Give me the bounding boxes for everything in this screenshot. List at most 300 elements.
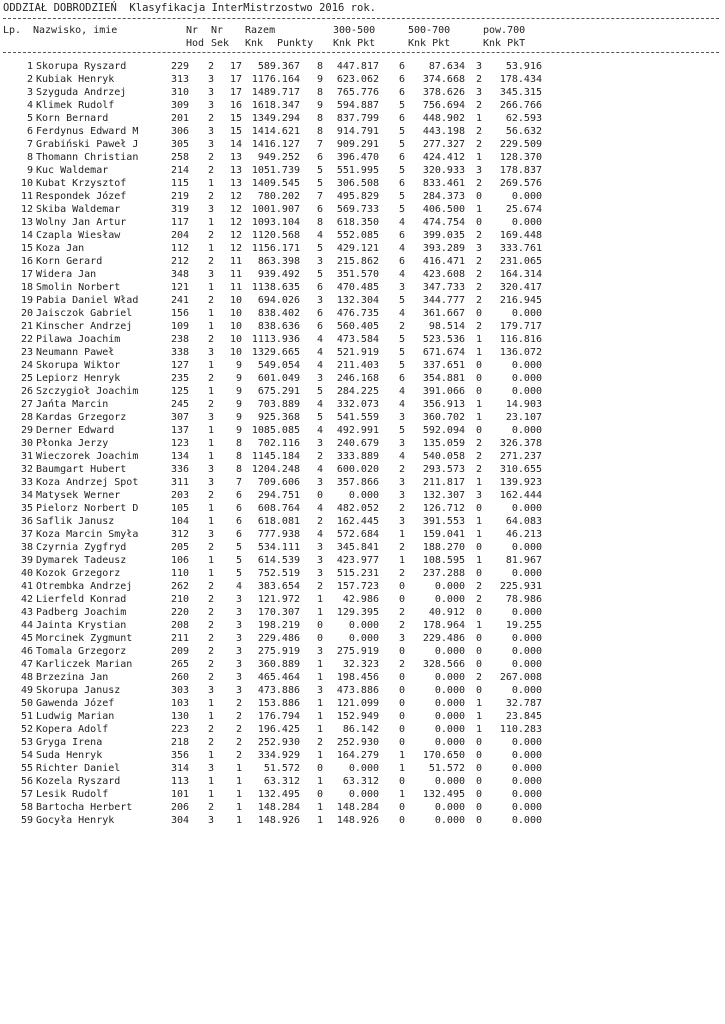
cell-nr-sek: 3: [207, 269, 214, 280]
cell-nr-sek: 2: [207, 334, 214, 345]
cell-300-500-pkt: 837.799: [336, 113, 379, 124]
table-row: [3, 359, 719, 372]
cell-500-700-pkt: 337.651: [422, 360, 465, 371]
cell-300-500-knk: 6: [316, 204, 323, 215]
cell-500-700-pkt: 277.327: [422, 139, 465, 150]
header-knk: Knk: [245, 38, 264, 49]
cell-500-700-pkt: 443.198: [422, 126, 465, 137]
cell-pow700-knk: 2: [475, 594, 482, 605]
cell-pow700-pkt: 19.255: [505, 620, 542, 631]
table-row: [3, 788, 719, 801]
cell-nr-hod: 307: [170, 412, 189, 423]
cell-500-700-knk: 3: [398, 633, 405, 644]
cell-300-500-knk: 3: [316, 477, 323, 488]
cell-pow700-pkt: 345.315: [499, 87, 542, 98]
cell-500-700-knk: 5: [398, 204, 405, 215]
cell-name: Padberg Joachim: [36, 607, 127, 618]
cell-300-500-pkt: 0.000: [348, 620, 379, 631]
cell-pow700-knk: 1: [475, 399, 482, 410]
table-row: [3, 528, 719, 541]
cell-pow700-pkt: 0.000: [511, 386, 542, 397]
cell-500-700-knk: 2: [398, 464, 405, 475]
cell-300-500-pkt: 0.000: [348, 789, 379, 800]
cell-lp: 24: [20, 360, 33, 371]
cell-name: Wolny Jan Artur: [36, 217, 127, 228]
cell-punkty: 777.938: [257, 529, 300, 540]
table-row: [3, 372, 719, 385]
cell-300-500-pkt: 396.470: [336, 152, 379, 163]
cell-pow700-knk: 2: [475, 295, 482, 306]
cell-300-500-knk: 4: [316, 399, 323, 410]
cell-pow700-pkt: 326.378: [499, 438, 542, 449]
header-lp: Lp.: [3, 25, 22, 36]
table-row: [3, 775, 719, 788]
cell-300-500-pkt: 275.919: [336, 646, 379, 657]
cell-nr-hod: 109: [170, 321, 189, 332]
cell-knk: 3: [235, 646, 242, 657]
cell-lp: 34: [20, 490, 33, 501]
cell-nr-sek: 3: [207, 74, 214, 85]
table-row: [3, 801, 719, 814]
header-razem: Razem: [245, 25, 276, 36]
cell-lp: 39: [20, 555, 33, 566]
table-row: [3, 73, 719, 86]
cell-pow700-knk: 2: [475, 438, 482, 449]
cell-500-700-pkt: 378.626: [422, 87, 465, 98]
cell-nr-sek: 1: [207, 178, 214, 189]
cell-knk: 17: [229, 87, 242, 98]
cell-pow700-knk: 0: [475, 568, 482, 579]
cell-500-700-knk: 0: [398, 594, 405, 605]
cell-knk: 8: [235, 438, 242, 449]
table-row: [3, 489, 719, 502]
cell-name: Kinscher Andrzej: [36, 321, 133, 332]
cell-500-700-knk: 5: [398, 191, 405, 202]
cell-300-500-knk: 8: [316, 126, 323, 137]
cell-knk: 15: [229, 113, 242, 124]
cell-pow700-knk: 0: [475, 750, 482, 761]
cell-pow700-pkt: 0.000: [511, 750, 542, 761]
cell-500-700-knk: 0: [398, 711, 405, 722]
cell-500-700-pkt: 284.373: [422, 191, 465, 202]
cell-pow700-knk: 0: [475, 659, 482, 670]
cell-300-500-knk: 0: [316, 789, 323, 800]
cell-nr-hod: 338: [170, 347, 189, 358]
cell-knk: 10: [229, 295, 242, 306]
cell-500-700-knk: 2: [398, 542, 405, 553]
cell-pow700-knk: 1: [475, 620, 482, 631]
cell-500-700-knk: 2: [398, 620, 405, 631]
cell-nr-hod: 205: [170, 542, 189, 553]
cell-300-500-knk: 9: [316, 100, 323, 111]
cell-punkty: 1051.739: [251, 165, 300, 176]
cell-lp: 23: [20, 347, 33, 358]
cell-punkty: 589.367: [257, 61, 300, 72]
cell-lp: 55: [20, 763, 33, 774]
cell-500-700-pkt: 523.536: [422, 334, 465, 345]
table-row: [3, 645, 719, 658]
cell-punkty: 1120.568: [251, 230, 300, 241]
cell-nr-hod: 104: [170, 516, 189, 527]
cell-500-700-pkt: 423.608: [422, 269, 465, 280]
table-row: [3, 567, 719, 580]
cell-punkty: 838.636: [257, 321, 300, 332]
cell-knk: 6: [235, 490, 242, 501]
cell-knk: 14: [229, 139, 242, 150]
cell-nr-sek: 3: [207, 763, 214, 774]
table-row: [3, 736, 719, 749]
cell-pow700-pkt: 0.000: [511, 191, 542, 202]
cell-lp: 36: [20, 516, 33, 527]
cell-lp: 50: [20, 698, 33, 709]
table-row: [3, 164, 719, 177]
cell-500-700-knk: 6: [398, 230, 405, 241]
table-row: [3, 723, 719, 736]
cell-500-700-pkt: 132.495: [422, 789, 465, 800]
cell-name: Widera Jan: [36, 269, 97, 280]
cell-500-700-pkt: 188.270: [422, 542, 465, 553]
cell-punkty: 1329.665: [251, 347, 300, 358]
cell-300-500-pkt: 447.817: [336, 61, 379, 72]
cell-knk: 2: [235, 750, 242, 761]
table-row: [3, 242, 719, 255]
cell-500-700-pkt: 424.412: [422, 152, 465, 163]
cell-punkty: 1204.248: [251, 464, 300, 475]
cell-500-700-pkt: 344.777: [422, 295, 465, 306]
cell-nr-sek: 1: [207, 360, 214, 371]
cell-punkty: 752.519: [257, 568, 300, 579]
cell-nr-sek: 1: [207, 386, 214, 397]
cell-300-500-knk: 5: [316, 386, 323, 397]
cell-punkty: 334.929: [257, 750, 300, 761]
cell-pow700-knk: 0: [475, 685, 482, 696]
cell-500-700-knk: 3: [398, 438, 405, 449]
cell-lp: 58: [20, 802, 33, 813]
cell-lp: 29: [20, 425, 33, 436]
cell-nr-hod: 130: [170, 711, 189, 722]
cell-nr-hod: 220: [170, 607, 189, 618]
cell-500-700-pkt: 0.000: [434, 581, 465, 592]
cell-pow700-pkt: 266.766: [499, 100, 542, 111]
cell-nr-sek: 3: [207, 126, 214, 137]
cell-500-700-knk: 6: [398, 256, 405, 267]
cell-lp: 25: [20, 373, 33, 384]
cell-500-700-pkt: 320.933: [422, 165, 465, 176]
cell-pow700-knk: 0: [475, 360, 482, 371]
cell-pow700-pkt: 14.903: [505, 399, 542, 410]
cell-500-700-pkt: 448.902: [422, 113, 465, 124]
cell-knk: 1: [235, 802, 242, 813]
cell-300-500-knk: 4: [316, 334, 323, 345]
cell-300-500-knk: 3: [316, 542, 323, 553]
cell-nr-hod: 134: [170, 451, 189, 462]
cell-punkty: 360.889: [257, 659, 300, 670]
cell-300-500-pkt: 211.403: [336, 360, 379, 371]
cell-name: Koza Marcin Smyła: [36, 529, 139, 540]
cell-500-700-knk: 4: [398, 308, 405, 319]
cell-500-700-knk: 0: [398, 685, 405, 696]
header-sek: Sek: [211, 38, 230, 49]
cell-pow700-knk: 3: [475, 243, 482, 254]
cell-nr-hod: 204: [170, 230, 189, 241]
cell-knk: 9: [235, 373, 242, 384]
cell-300-500-knk: 5: [316, 269, 323, 280]
cell-nr-sek: 1: [207, 568, 214, 579]
cell-lp: 45: [20, 633, 33, 644]
cell-500-700-pkt: 237.288: [422, 568, 465, 579]
cell-500-700-pkt: 0.000: [434, 737, 465, 748]
cell-lp: 41: [20, 581, 33, 592]
cell-500-700-pkt: 833.461: [422, 178, 465, 189]
table-row: [3, 710, 719, 723]
cell-nr-hod: 260: [170, 672, 189, 683]
cell-name: Dymarek Tadeusz: [36, 555, 127, 566]
cell-300-500-knk: 1: [316, 672, 323, 683]
cell-lp: 30: [20, 438, 33, 449]
cell-300-500-pkt: 623.062: [336, 74, 379, 85]
cell-pow700-knk: 2: [475, 269, 482, 280]
cell-nr-sek: 1: [207, 503, 214, 514]
cell-name: Neumann Paweł: [36, 347, 115, 358]
cell-pow700-pkt: 0.000: [511, 685, 542, 696]
cell-pow700-knk: 0: [475, 789, 482, 800]
cell-nr-hod: 123: [170, 438, 189, 449]
cell-name: Kozok Grzegorz: [36, 568, 121, 579]
cell-nr-sek: 1: [207, 776, 214, 787]
cell-300-500-knk: 9: [316, 74, 323, 85]
cell-pow700-pkt: 23.107: [505, 412, 542, 423]
cell-punkty: 601.049: [257, 373, 300, 384]
cell-pow700-pkt: 229.509: [499, 139, 542, 150]
cell-500-700-pkt: 756.694: [422, 100, 465, 111]
table-row: [3, 606, 719, 619]
cell-knk: 9: [235, 360, 242, 371]
cell-name: Ferdynus Edward M: [36, 126, 139, 137]
cell-pow700-knk: 1: [475, 529, 482, 540]
cell-pow700-pkt: 169.448: [499, 230, 542, 241]
cell-nr-hod: 336: [170, 464, 189, 475]
cell-nr-sek: 2: [207, 295, 214, 306]
cell-300-500-pkt: 215.862: [336, 256, 379, 267]
cell-lp: 49: [20, 685, 33, 696]
cell-300-500-knk: 3: [316, 373, 323, 384]
cell-punkty: 549.054: [257, 360, 300, 371]
cell-name: Pilawa Joachim: [36, 334, 121, 345]
cell-300-500-pkt: 423.977: [336, 555, 379, 566]
cell-500-700-pkt: 170.650: [422, 750, 465, 761]
cell-nr-hod: 348: [170, 269, 189, 280]
cell-knk: 5: [235, 555, 242, 566]
cell-nr-sek: 1: [207, 425, 214, 436]
cell-punkty: 383.654: [257, 581, 300, 592]
cell-500-700-knk: 4: [398, 243, 405, 254]
header-nr-hod: Nr: [186, 25, 199, 36]
cell-knk: 3: [235, 685, 242, 696]
cell-nr-hod: 309: [170, 100, 189, 111]
table-row: [3, 203, 719, 216]
cell-pow700-knk: 0: [475, 607, 482, 618]
cell-300-500-knk: 4: [316, 230, 323, 241]
cell-lp: 37: [20, 529, 33, 540]
cell-300-500-pkt: 0.000: [348, 763, 379, 774]
cell-pow700-knk: 2: [475, 126, 482, 137]
cell-300-500-knk: 5: [316, 165, 323, 176]
table-row: [3, 255, 719, 268]
cell-lp: 48: [20, 672, 33, 683]
table-row: [3, 125, 719, 138]
cell-lp: 44: [20, 620, 33, 631]
cell-500-700-knk: 2: [398, 607, 405, 618]
cell-name: Tomala Grzegorz: [36, 646, 127, 657]
cell-knk: 1: [235, 776, 242, 787]
cell-name: Kuc Waldemar: [36, 165, 109, 176]
cell-pow700-knk: 0: [475, 737, 482, 748]
cell-300-500-knk: 1: [316, 711, 323, 722]
cell-name: Klimek Rudolf: [36, 100, 115, 111]
cell-300-500-knk: 1: [316, 607, 323, 618]
cell-knk: 1: [235, 815, 242, 826]
cell-punkty: 1138.635: [251, 282, 300, 293]
cell-pow700-knk: 2: [475, 139, 482, 150]
cell-punkty: 51.572: [263, 763, 300, 774]
cell-pow700-knk: 1: [475, 152, 482, 163]
cell-punkty: 614.539: [257, 555, 300, 566]
cell-name: Koza Jan: [36, 243, 85, 254]
cell-nr-sek: 2: [207, 256, 214, 267]
cell-300-500-knk: 1: [316, 724, 323, 735]
table-row: [3, 411, 719, 424]
cell-300-500-knk: 3: [316, 295, 323, 306]
cell-500-700-pkt: 0.000: [434, 724, 465, 735]
cell-300-500-pkt: 121.099: [336, 698, 379, 709]
cell-punkty: 1349.294: [251, 113, 300, 124]
cell-lp: 14: [20, 230, 33, 241]
cell-300-500-knk: 2: [316, 516, 323, 527]
cell-500-700-pkt: 391.066: [422, 386, 465, 397]
cell-pow700-pkt: 0.000: [511, 802, 542, 813]
cell-300-500-knk: 4: [316, 360, 323, 371]
cell-lp: 46: [20, 646, 33, 657]
cell-nr-sek: 2: [207, 802, 214, 813]
cell-nr-sek: 2: [207, 113, 214, 124]
cell-name: Derner Edward: [36, 425, 115, 436]
cell-300-500-knk: 1: [316, 815, 323, 826]
cell-punkty: 170.307: [257, 607, 300, 618]
cell-knk: 16: [229, 100, 242, 111]
cell-500-700-knk: 3: [398, 516, 405, 527]
table-row: [3, 151, 719, 164]
cell-pow700-pkt: 0.000: [511, 373, 542, 384]
cell-knk: 4: [235, 581, 242, 592]
cell-500-700-knk: 5: [398, 295, 405, 306]
cell-500-700-pkt: 374.668: [422, 74, 465, 85]
table-row: [3, 99, 719, 112]
cell-nr-hod: 127: [170, 360, 189, 371]
cell-pow700-pkt: 0.000: [511, 776, 542, 787]
cell-nr-hod: 103: [170, 698, 189, 709]
cell-name: Pabia Daniel Wład: [36, 295, 139, 306]
cell-punkty: 949.252: [257, 152, 300, 163]
cell-lp: 11: [20, 191, 33, 202]
cell-pow700-pkt: 128.370: [499, 152, 542, 163]
cell-nr-sek: 2: [207, 490, 214, 501]
cell-punkty: 1113.936: [251, 334, 300, 345]
cell-pow700-knk: 1: [475, 347, 482, 358]
cell-pow700-pkt: 0.000: [511, 737, 542, 748]
cell-nr-sek: 2: [207, 724, 214, 735]
table-row: [3, 697, 719, 710]
table-row: [3, 450, 719, 463]
cell-300-500-pkt: 476.735: [336, 308, 379, 319]
cell-name: Koza Andrzej Spot: [36, 477, 139, 488]
cell-pow700-pkt: 0.000: [511, 633, 542, 644]
cell-500-700-knk: 4: [398, 269, 405, 280]
cell-300-500-knk: 8: [316, 61, 323, 72]
cell-500-700-knk: 4: [398, 451, 405, 462]
cell-300-500-knk: 0: [316, 763, 323, 774]
cell-lp: 38: [20, 542, 33, 553]
cell-500-700-pkt: 360.702: [422, 412, 465, 423]
cell-nr-sek: 1: [207, 308, 214, 319]
cell-lp: 42: [20, 594, 33, 605]
cell-300-500-pkt: 152.949: [336, 711, 379, 722]
cell-300-500-pkt: 594.887: [336, 100, 379, 111]
table-row: [3, 398, 719, 411]
cell-pow700-knk: 0: [475, 633, 482, 644]
cell-name: Skiba Waldemar: [36, 204, 121, 215]
cell-500-700-pkt: 0.000: [434, 802, 465, 813]
cell-lp: 54: [20, 750, 33, 761]
cell-pow700-knk: 1: [475, 724, 482, 735]
cell-pow700-pkt: 269.576: [499, 178, 542, 189]
cell-knk: 3: [235, 594, 242, 605]
cell-300-500-pkt: 618.350: [336, 217, 379, 228]
cell-300-500-pkt: 246.168: [336, 373, 379, 384]
cell-500-700-knk: 6: [398, 74, 405, 85]
cell-nr-hod: 125: [170, 386, 189, 397]
cell-nr-hod: 106: [170, 555, 189, 566]
cell-pow700-knk: 1: [475, 334, 482, 345]
cell-lp: 43: [20, 607, 33, 618]
cell-nr-sek: 3: [207, 139, 214, 150]
header-hod: Hod: [186, 38, 205, 49]
cell-pow700-knk: 2: [475, 256, 482, 267]
cell-punkty: 153.886: [257, 698, 300, 709]
cell-300-500-pkt: 129.395: [336, 607, 379, 618]
table-row: [3, 229, 719, 242]
cell-300-500-knk: 2: [316, 737, 323, 748]
cell-nr-sek: 1: [207, 555, 214, 566]
cell-300-500-pkt: 351.570: [336, 269, 379, 280]
cell-300-500-knk: 1: [316, 802, 323, 813]
cell-300-500-knk: 0: [316, 620, 323, 631]
cell-500-700-knk: 6: [398, 113, 405, 124]
cell-500-700-knk: 0: [398, 776, 405, 787]
cell-pow700-knk: 2: [475, 178, 482, 189]
cell-name: Szyguda Andrzej: [36, 87, 127, 98]
cell-lp: 3: [26, 87, 33, 98]
cell-300-500-pkt: 765.776: [336, 87, 379, 98]
cell-name: Saflik Janusz: [36, 516, 115, 527]
cell-name: Płonka Jerzy: [36, 438, 109, 449]
cell-lp: 32: [20, 464, 33, 475]
cell-pow700-pkt: 0.000: [511, 542, 542, 553]
cell-nr-hod: 113: [170, 776, 189, 787]
cell-500-700-pkt: 0.000: [434, 815, 465, 826]
cell-500-700-pkt: 354.881: [422, 373, 465, 384]
cell-500-700-pkt: 406.500: [422, 204, 465, 215]
cell-knk: 8: [235, 464, 242, 475]
